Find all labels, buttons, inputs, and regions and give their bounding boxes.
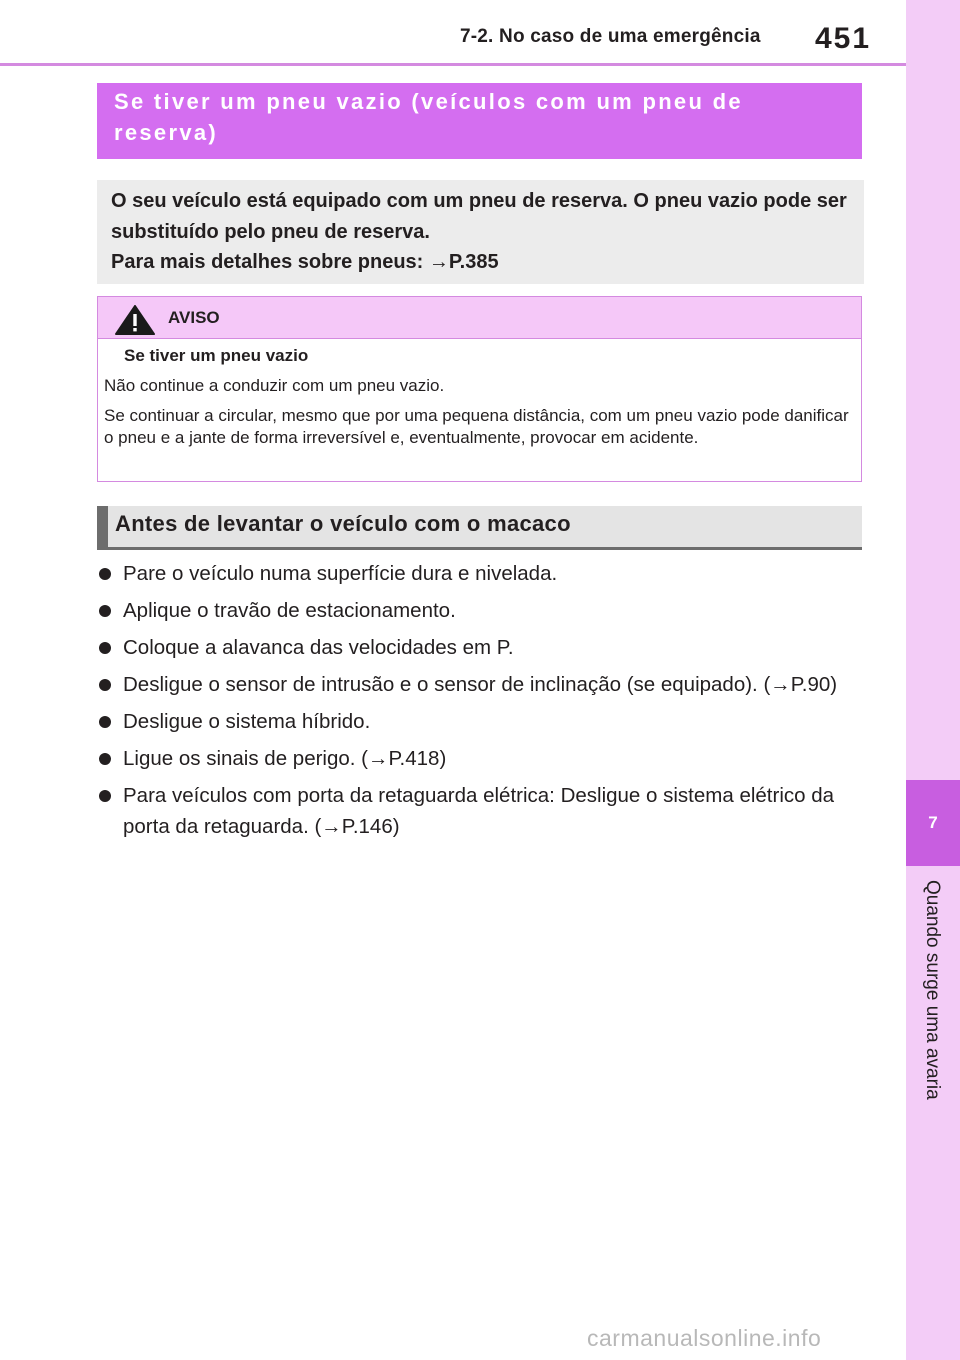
intro-text: O seu veículo está equipado com um pneu de reserva. O pneu vazio pode ser substituído pelo pneu de reserva.: [111, 190, 847, 243]
list-item-text: Coloque a alavanca das velocidades em P.: [123, 636, 514, 659]
bullet-icon: [99, 790, 111, 802]
page-number: 451: [815, 22, 872, 55]
warning-triangle-icon: [115, 305, 155, 335]
bullet-icon: [99, 679, 111, 691]
intro-reference-prefix: Para mais detalhes sobre pneus:: [111, 251, 429, 273]
list-item: [97, 595, 857, 626]
section-title-text: Antes de levantar o veículo com o macaco: [115, 511, 571, 536]
list-item-text: Pare o veículo numa superfície dura e nivelada.: [123, 562, 558, 585]
bullet-icon: [99, 716, 111, 728]
warning-box: [97, 296, 862, 482]
chapter-tab[interactable]: [906, 780, 960, 866]
intro-reference-line: [111, 247, 850, 278]
list-item: [97, 558, 857, 589]
bullet-icon: [99, 568, 111, 580]
warning-paragraph: Não continue a conduzir com um pneu vazio.: [104, 376, 445, 395]
list-item-text: Desligue o sensor de intrusão e o sensor de inclinação (se equipado). (→P.90): [123, 673, 838, 696]
list-item: [97, 706, 857, 737]
warning-header: [98, 297, 861, 339]
list-item: [97, 669, 857, 700]
bullet-icon: [99, 605, 111, 617]
section-title-flat-tire: [97, 83, 862, 159]
section-title-before-jacking: [97, 506, 862, 550]
chapter-number: 7: [928, 813, 938, 832]
warning-subtitle: Se tiver um pneu vazio: [124, 346, 309, 365]
list-item: [97, 632, 857, 663]
arrow-icon: →: [428, 251, 449, 273]
chapter-side-strip: [906, 0, 960, 1360]
bullet-icon: [99, 753, 111, 765]
precaution-list: [97, 558, 857, 848]
list-item-text: Para veículos com porta da retaguarda elétrica: Desligue o sistema elétrico da porta da retaguarda. (→P.146): [123, 784, 835, 838]
intro-box: [97, 180, 864, 284]
page-reference-link[interactable]: P.385: [448, 251, 499, 273]
list-item: [97, 743, 857, 774]
chapter-label-text: Quando surge uma avaria: [922, 880, 943, 1100]
bullet-icon: [99, 642, 111, 654]
warning-title: AVISO: [168, 308, 220, 327]
list-item-text: Ligue os sinais de perigo. (→P.418): [123, 747, 447, 770]
list-item-text: Desligue o sistema híbrido.: [123, 710, 371, 733]
header-section-title: 7-2. No caso de uma emergência: [460, 26, 761, 47]
list-item-text: Aplique o travão de estacionamento.: [123, 599, 456, 622]
list-item: [97, 780, 857, 842]
watermark: carmanualsonline.info: [587, 1325, 822, 1351]
warning-paragraph: Se continuar a circular, mesmo que por uma pequena distância, com um pneu vazio pode danificar o pneu e a jante de forma irreversível e, eventualmente, provocar em acidente.: [104, 406, 849, 447]
header-divider: [0, 63, 906, 66]
warning-body: [98, 339, 861, 449]
section-title-text: Se tiver um pneu vazio (veículos com um pneu de reserva): [114, 89, 743, 145]
